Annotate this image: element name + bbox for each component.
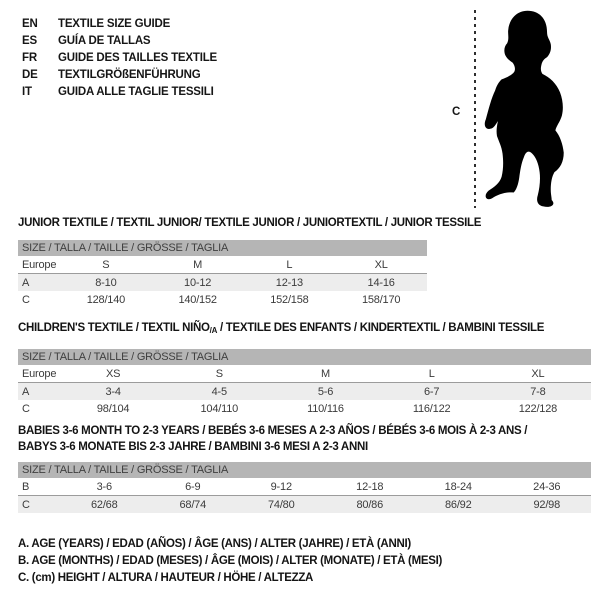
table-cell: 98/104 bbox=[96, 402, 130, 415]
junior-table-title: JUNIOR TEXTILE / TEXTIL JUNIOR/ TEXTILE JUNIOR / JUNIORTEXTIL / JUNIOR TESSILE bbox=[18, 217, 482, 229]
table-cell: 80/86 bbox=[326, 496, 415, 514]
footnote-b: B. AGE (MONTHS) / EDAD (MESES) / ÂGE (MOIS) / ALTER (MONATE) / ETÀ (MESI) bbox=[18, 555, 443, 567]
table-cell: 14-16 bbox=[335, 274, 427, 292]
size-header-row bbox=[18, 462, 591, 478]
size-header-cell: SIZE / TALLA / TAILLE / GRÖSSE / TAGLIA bbox=[18, 240, 427, 256]
language-row-fr bbox=[22, 50, 217, 67]
table-cell: L bbox=[428, 367, 435, 380]
size-header-cell: SIZE / TALLA / TAILLE / GRÖSSE / TAGLIA bbox=[18, 462, 591, 478]
table-row-europe bbox=[18, 365, 591, 383]
children-title-post: / TEXTILE DES ENFANTS / KINDERTEXTIL / BAMBINI TESSILE bbox=[217, 322, 545, 334]
table-cell: 9-12 bbox=[270, 480, 292, 493]
table-cell: 74/80 bbox=[237, 496, 326, 514]
table-cell: 12-18 bbox=[356, 480, 384, 493]
height-dashed-line bbox=[474, 10, 476, 208]
language-row-it bbox=[22, 84, 217, 101]
children-title-pre: CHILDREN'S TEXTILE / TEXTIL NIÑO bbox=[18, 322, 210, 334]
table-cell: 152/158 bbox=[270, 293, 309, 306]
junior-size-table bbox=[18, 240, 427, 308]
children-size-table bbox=[18, 349, 591, 417]
table-cell: 6-7 bbox=[379, 383, 485, 401]
size-header-row bbox=[18, 240, 427, 256]
language-title: GUIDA ALLE TAGLIE TESSILI bbox=[58, 86, 214, 98]
table-cell: 86/92 bbox=[414, 496, 503, 514]
size-header-cell: SIZE / TALLA / TAILLE / GRÖSSE / TAGLIA bbox=[18, 349, 591, 365]
table-cell: 68/74 bbox=[149, 496, 238, 514]
language-code: DE bbox=[22, 69, 38, 81]
language-title-list bbox=[22, 16, 217, 101]
table-cell: 8-10 bbox=[60, 274, 152, 292]
table-cell: 128/140 bbox=[86, 293, 126, 306]
table-row-age bbox=[18, 383, 591, 401]
row-label: A bbox=[18, 274, 60, 292]
table-row-age bbox=[18, 274, 427, 292]
table-cell: 4-5 bbox=[166, 383, 272, 401]
table-cell: XL bbox=[531, 367, 545, 380]
language-code: FR bbox=[22, 52, 37, 64]
table-cell: 158/170 bbox=[361, 293, 401, 306]
row-label: C bbox=[22, 402, 30, 415]
row-label: C bbox=[18, 496, 60, 514]
height-figure bbox=[450, 6, 595, 216]
language-row-es bbox=[22, 33, 217, 50]
table-cell: 6-9 bbox=[185, 480, 201, 493]
babies-title-line2: BABYS 3-6 MONATE BIS 2-3 JAHRE / BAMBINI 3-6 MESI A 2-3 ANNI bbox=[18, 441, 368, 453]
row-label: B bbox=[22, 480, 30, 493]
toddler-silhouette-icon bbox=[482, 8, 575, 212]
babies-size-table bbox=[18, 462, 591, 513]
table-row-europe bbox=[18, 256, 427, 274]
language-code: ES bbox=[22, 35, 37, 47]
row-label: Europe bbox=[22, 367, 57, 380]
table-cell: M bbox=[193, 258, 203, 271]
table-cell: 3-4 bbox=[60, 383, 166, 401]
table-cell: XS bbox=[105, 367, 121, 380]
table-cell: 62/68 bbox=[60, 496, 149, 514]
footnote-a: A. AGE (YEARS) / EDAD (AÑOS) / ÂGE (ANS) / ALTER (JAHRE) / ETÀ (ANNI) bbox=[18, 538, 411, 550]
babies-table-title bbox=[18, 423, 591, 455]
table-cell: S bbox=[215, 367, 223, 380]
footnote-legend bbox=[18, 536, 442, 587]
toddler-silhouette-path bbox=[485, 11, 564, 207]
table-cell: 110/116 bbox=[307, 402, 344, 415]
table-cell: 10-12 bbox=[152, 274, 244, 292]
language-title: TEXTILE SIZE GUIDE bbox=[58, 18, 171, 30]
row-label: C bbox=[22, 293, 30, 306]
table-row-height bbox=[18, 496, 591, 514]
babies-textile-section bbox=[18, 423, 591, 513]
row-label: Europe bbox=[22, 258, 57, 271]
table-row-height bbox=[18, 291, 427, 308]
language-title: TEXTILGRÖßENFÜHRUNG bbox=[58, 69, 201, 81]
table-cell: 7-8 bbox=[485, 383, 591, 401]
children-title-subscript: /A bbox=[209, 326, 218, 335]
junior-textile-section bbox=[18, 216, 481, 308]
size-header-row bbox=[18, 349, 591, 365]
language-code: EN bbox=[22, 18, 38, 30]
table-cell: S bbox=[102, 258, 110, 271]
children-textile-section bbox=[18, 321, 591, 417]
babies-title-line1: BABIES 3-6 MONTH TO 2-3 YEARS / BEBÉS 3-6 MESES A 2-3 AÑOS / BÉBÉS 3-6 MOIS À 2-3 ANS / bbox=[18, 425, 528, 437]
table-cell: 92/98 bbox=[503, 496, 592, 514]
language-row-de bbox=[22, 67, 217, 84]
footnote-c: C. (cm) HEIGHT / ALTURA / HAUTEUR / HÖHE / ALTEZZA bbox=[18, 572, 314, 584]
table-cell: 104/110 bbox=[200, 402, 239, 415]
table-cell: 3-6 bbox=[96, 480, 112, 493]
table-row-height bbox=[18, 400, 591, 417]
table-cell: XL bbox=[374, 258, 388, 271]
table-cell: 5-6 bbox=[272, 383, 378, 401]
table-cell: L bbox=[286, 258, 293, 271]
language-title: GUÍA DE TALLAS bbox=[58, 35, 151, 47]
table-cell: 12-13 bbox=[244, 274, 336, 292]
children-table-title bbox=[18, 321, 591, 338]
table-row-months bbox=[18, 478, 591, 496]
row-label: A bbox=[18, 383, 60, 401]
table-cell: M bbox=[320, 367, 330, 380]
table-cell: 18-24 bbox=[444, 480, 472, 493]
table-cell: 116/122 bbox=[412, 402, 451, 415]
table-cell: 122/128 bbox=[518, 402, 558, 415]
table-cell: 24-36 bbox=[533, 480, 561, 493]
language-row-en bbox=[22, 16, 217, 33]
language-title: GUIDE DES TAILLES TEXTILE bbox=[58, 52, 217, 64]
table-cell: 140/152 bbox=[178, 293, 217, 306]
height-measure-label: C bbox=[452, 106, 461, 118]
language-code: IT bbox=[22, 86, 32, 98]
